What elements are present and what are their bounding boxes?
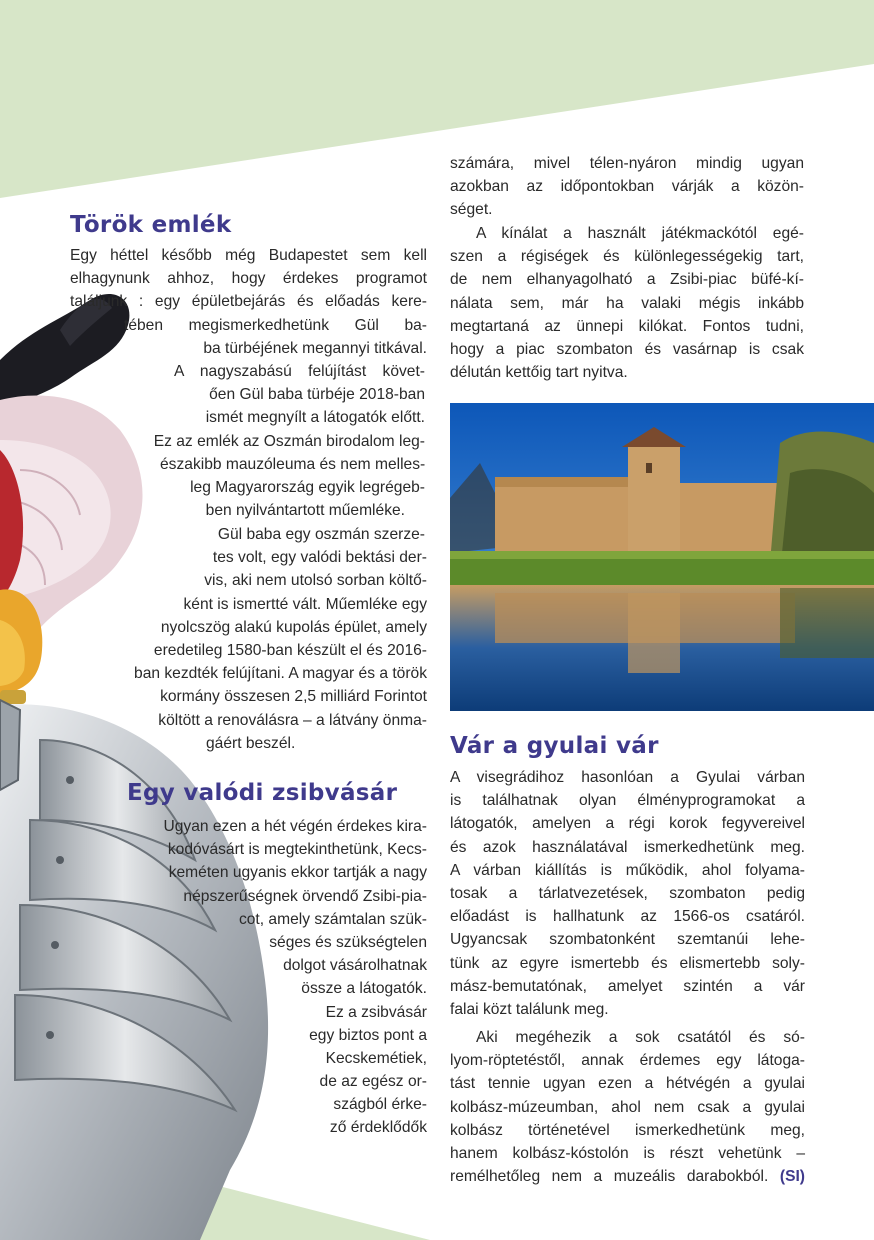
text-line: nyolcszög alakú kupolás épület, amely xyxy=(160,618,427,636)
text-line: költött a renoválásra – a látvány önma- xyxy=(158,711,427,729)
text-line: számára, mivel télen-nyáron mindig ugyan xyxy=(450,155,804,172)
text-line: A visegrádihoz hasonlóan a Gyulai várban xyxy=(450,769,805,786)
text-line: leg Magyarország egyik legrégeb- xyxy=(190,478,425,496)
text-line: ba türbéjének megannyi titkával. xyxy=(203,339,427,357)
text-line: kolbász történetével ismerkedhetünk meg, xyxy=(450,1121,805,1139)
text-line: A nagyszabású felújítást követ- xyxy=(174,363,425,380)
heading-torok-emlek: Török emlék xyxy=(70,212,232,238)
text-line: azokban az időpontokban várják a közön- xyxy=(450,178,804,196)
text-line: kolbász-múzeumban, ahol nem csak a gyulai xyxy=(450,1098,805,1116)
text-line: szágból érke- xyxy=(333,1096,427,1114)
text-line: séget. xyxy=(450,201,493,219)
text-line: tosak a tárlatvezetések, szombaton pedig xyxy=(450,884,805,902)
text-line: falai közt találunk meg. xyxy=(450,1000,609,1018)
text-line: elhagynunk ahhoz, hogy érdekes programot xyxy=(70,270,427,288)
text-line: A kínálat a használt játékmackótól egé- xyxy=(476,225,804,242)
text-line: séges és szükségtelen xyxy=(269,933,427,951)
text-line: nálata sem, már ha valaki mégis inkább xyxy=(450,294,804,312)
text-line: mász-bemutatónak, amelyet szintén a vár xyxy=(450,977,805,995)
text-line: dolgot vásárolhatnak xyxy=(283,957,427,975)
text-line: tást tennie ugyan ezen a hétvégén a gyulai xyxy=(450,1075,805,1093)
text-line: délután kettőig tart nyitva. xyxy=(450,364,628,382)
text-line: ként is ismertté vált. Műemléke egy xyxy=(183,595,427,613)
heading-zsibvasar: Egy valódi zsibvásár xyxy=(127,780,398,806)
text-line: vis, aki nem utolsó sorban költő- xyxy=(204,572,427,590)
text-line: de az egész or- xyxy=(319,1073,427,1091)
text-line: hogy a piac szombaton és vasárnap is csak xyxy=(450,340,804,358)
text-line: tes volt, egy valódi bektási der- xyxy=(212,549,427,567)
gyula-castle-photo xyxy=(450,403,874,711)
text-line: Ugyancsak szombatonként szemtanúi lehe- xyxy=(450,931,805,949)
text-line: megtartaná az ünnepi kilókat. Fontos tudni, xyxy=(450,317,804,335)
paragraph-turbe xyxy=(153,360,426,522)
text-line: népszerűségnek örvendő Zsibi-pia- xyxy=(183,887,427,905)
text-line: is találhatnak olyan élményprogramokat a xyxy=(450,792,805,810)
text-line: Egy héttel később még Budapestet sem kell xyxy=(70,247,427,264)
text-line: északibb mauzóleuma és nem melles- xyxy=(160,455,426,473)
text-line: kodóvásárt is megtekinthetünk, Kecs- xyxy=(167,841,427,859)
text-line: ban kezdték felújítani. A magyar és a török xyxy=(134,665,427,683)
text-line: tében megismerkedhetünk Gül ba- xyxy=(124,316,427,334)
paragraph-kinalat xyxy=(450,222,804,384)
text-line: eredetileg 1580-ban készült el és 2016- xyxy=(153,641,427,659)
heading-gyulai-var: Vár a gyulai vár xyxy=(450,733,659,759)
text-line: egy biztos pont a xyxy=(309,1026,427,1044)
text-line: tünk az egyre ismertebb és elismertebb soly- xyxy=(450,954,805,972)
text-line: ismét megnyílt a látogatók előtt. xyxy=(205,409,425,427)
text-line: kormány összesen 2,5 milliárd Forintot xyxy=(160,688,427,706)
author-signature: (SI) xyxy=(779,1168,805,1186)
text-line-last xyxy=(450,1165,805,1188)
text-line: cot, amely számtalan szük- xyxy=(238,910,427,928)
text-line: ben nyilvántartott műemléke. xyxy=(205,502,405,520)
text-line: gáért beszél. xyxy=(206,734,296,752)
text-line: keméten ugyanis ekkor tartják a nagy xyxy=(168,864,427,882)
text-last: remélhetőleg nem a muzeális darabokból. xyxy=(450,1168,769,1186)
text-line: Gül baba egy oszmán szerze- xyxy=(217,526,425,543)
text-line: Aki megéhezik a sok csatától és só- xyxy=(476,1029,805,1046)
paragraph-kolbasz xyxy=(450,1026,805,1188)
text-line: és azok használatával ismerkedhetünk meg. xyxy=(450,838,805,856)
text-line: A várban kiállítás is működik, ahol folyama- xyxy=(450,861,805,879)
text-line: Ez az emlék az Oszmán birodalom leg- xyxy=(153,432,425,450)
text-line: Kecskemétiek, xyxy=(325,1049,427,1067)
text-line: Ez a zsibvásár xyxy=(325,1003,427,1021)
paragraph-zsibvasar xyxy=(100,815,427,1140)
text-line: össze a látogatók. xyxy=(301,980,427,998)
text-line: találjunk : egy épületbejárás és előadás kere- xyxy=(70,293,427,311)
paragraph-zsibvasar-continued xyxy=(450,152,804,222)
text-line: ző érdeklődők xyxy=(329,1119,427,1137)
text-line: lyom-röptetéstől, annak érdemes egy látoga- xyxy=(450,1052,805,1070)
text-line: ően Gül baba türbéje 2018-ban xyxy=(209,386,425,404)
paragraph-gul-baba xyxy=(60,523,427,755)
text-line: szen a régiségek és különlegességekig tart, xyxy=(450,248,804,266)
paragraph-gyulai-var xyxy=(450,766,805,1021)
paragraph-torok-intro xyxy=(70,244,427,360)
text-line: de nem elhanyagolható a Zsibi-piac büfé-kí- xyxy=(450,271,804,289)
text-line: előadást is hallhatunk az 1566-os csatáról. xyxy=(450,908,805,926)
text-line: Ugyan ezen a hét végén érdekes kira- xyxy=(163,818,427,835)
text-line: hanem kolbász-kóstolón is részt vehetünk – xyxy=(450,1144,805,1162)
text-line: látogatók, amelyen a régi korok fegyvereivel xyxy=(450,815,805,833)
